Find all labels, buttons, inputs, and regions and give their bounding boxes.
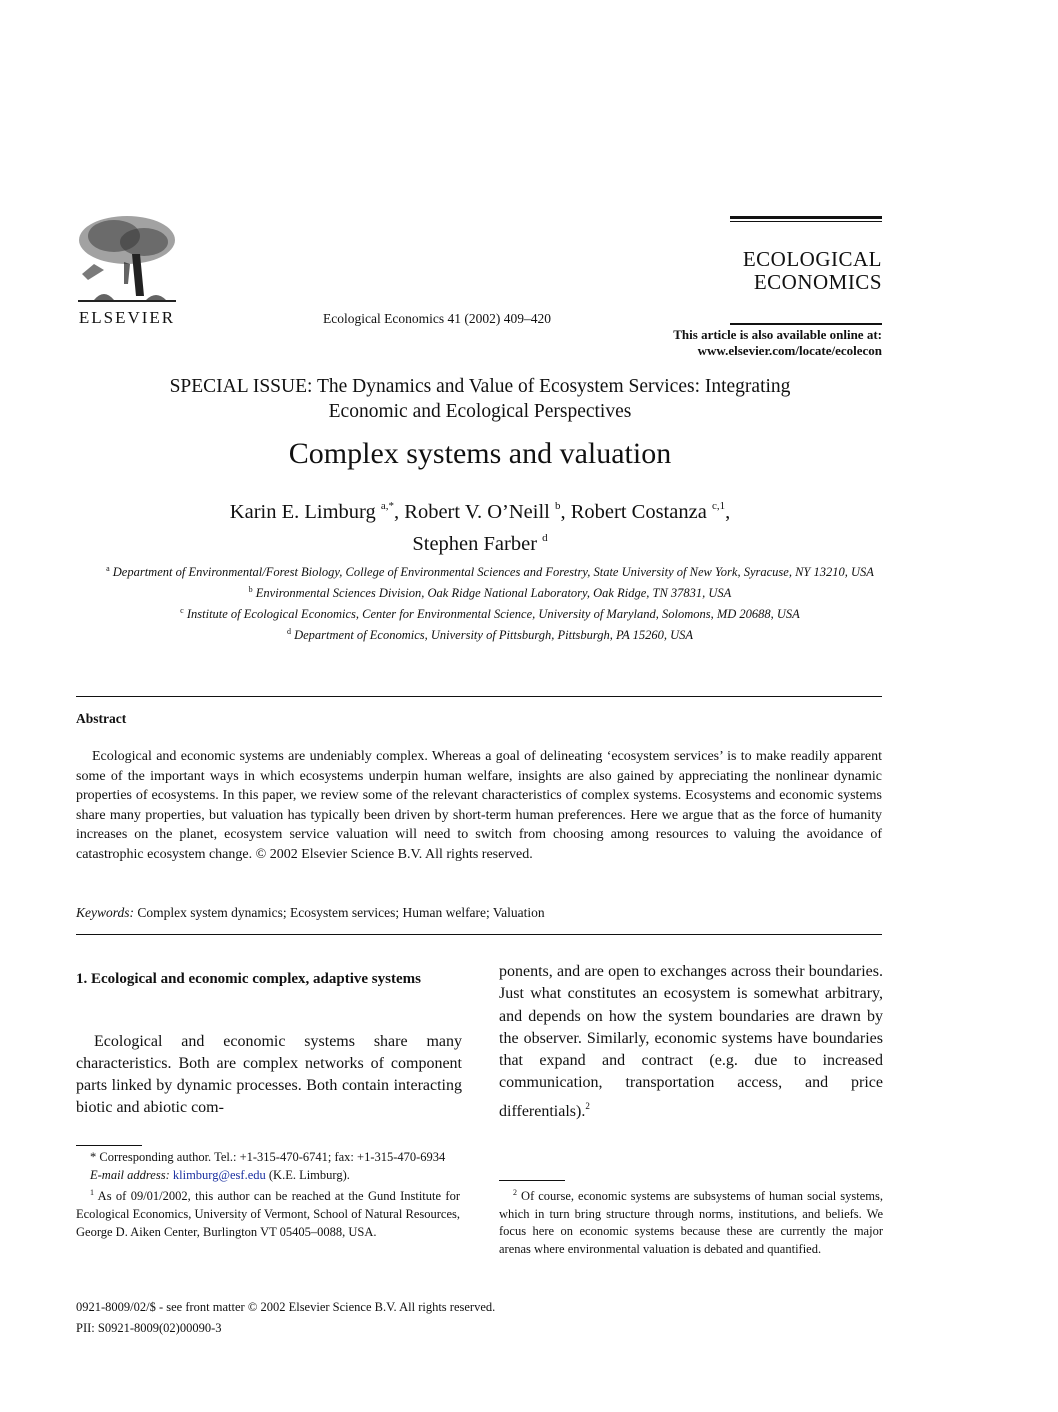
affiliation xyxy=(80,602,900,623)
divider xyxy=(76,934,882,935)
affiliation-text: Institute of Ecological Economics, Center for Environmental Science, University of Maryland, Solomons, MD 20688, USA xyxy=(186,607,800,621)
special-issue-heading xyxy=(80,374,880,424)
divider xyxy=(76,696,882,697)
footnote-1 xyxy=(76,1184,460,1241)
author-marks: d xyxy=(542,532,548,544)
separator: , xyxy=(394,501,405,523)
special-issue-line: SPECIAL ISSUE: The Dynamics and Value of Ecosystem Services: Integrating xyxy=(169,376,791,397)
email-link[interactable]: klimburg@esf.edu xyxy=(172,1168,266,1182)
email-label: E-mail address: xyxy=(90,1168,170,1182)
footnote-email xyxy=(76,1166,460,1184)
author-marks: c,1 xyxy=(711,500,726,512)
affiliation-mark: c xyxy=(180,606,184,615)
front-matter xyxy=(76,1297,495,1339)
special-issue-line: Economic and Ecological Perspectives xyxy=(328,401,632,422)
footnote-divider xyxy=(76,1145,142,1146)
online-availability-note xyxy=(600,327,882,359)
keywords-list: Complex system dynamics; Ecosystem services; Human welfare; Valuation xyxy=(137,905,545,920)
affiliation xyxy=(80,560,900,581)
abstract-text: Ecological and economic systems are undeniably complex. Whereas a goal of delineating ‘ecosystem services’ is to make readily apparent some of the important ways in which ecosystems underpin human welfare, insights are also gained by appreciating the nonlinear dynamic properties of ecosystems. In this paper, we review some of the relevant characteristics of complex systems. Ecosystems and economic systems share many properties, but valuation has typically been driven by short-term human preferences. Here we argue that as the force of humanity increases on the planet, ecosystem service valuation will need to switch from choosing among resources to valuing the avoidance of catastrophic ecosystem change. © 2002 Elsevier Science B.V. All rights reserved. xyxy=(76,749,882,862)
divider xyxy=(730,323,882,325)
affiliation-text: Environmental Sciences Division, Oak Ridge National Laboratory, Oak Ridge, TN 37831, USA xyxy=(255,586,732,600)
divider xyxy=(730,216,882,219)
body-text-column-left: Ecological and economic systems share many characteristics. Both are complex networks of component parts linked by dynamic processes. Both contain interacting biotic and abiotic com- xyxy=(76,1033,462,1116)
footnote-2 xyxy=(499,1184,883,1258)
author-name: Stephen Farber xyxy=(412,533,538,555)
affiliation-text: Department of Environmental/Forest Biology, College of Environmental Sciences and Forestry, State University of New York, Syracuse, NY 13210, USA xyxy=(112,565,874,579)
journal-title-line: ECOLOGICAL xyxy=(742,247,882,271)
footnotes-left xyxy=(76,1148,460,1241)
affiliation-text: Department of Economics, University of Pittsburgh, Pittsburgh, PA 15260, USA xyxy=(294,628,694,642)
affiliation-mark: a xyxy=(106,564,110,573)
body-text: ponents, and are open to exchanges across their boundaries. Just what constitutes an ecosystem is somewhat arbitrary, and depends on how the system boundaries are drawn by the observer. Similarly, economic systems have boundaries that expand and contract (e.g. due to increased communication, transportation access, and price differentials). xyxy=(499,963,883,1120)
separator: , xyxy=(560,501,571,523)
footnote-text: Of course, economic systems are subsystems of human social systems, which in turn bring structure through norms, institutions, and beliefs. We focus here on economic systems because these are currently the major arenas where environmental valuation is debated and quantified. xyxy=(499,1189,883,1256)
keywords xyxy=(76,905,545,921)
author-list xyxy=(80,493,880,557)
tree-icon xyxy=(74,214,180,306)
affiliation-mark: b xyxy=(248,585,253,594)
keywords-label: Keywords: xyxy=(76,905,134,920)
footnote-corresponding: * Corresponding author. Tel.: +1-315-470-6741; fax: +1-315-470-6934 xyxy=(90,1150,446,1164)
pii-line: PII: S0921-8009(02)00090-3 xyxy=(76,1321,222,1335)
footnote-ref[interactable]: 2 xyxy=(585,1100,590,1111)
footnote-divider xyxy=(499,1180,565,1181)
online-note-text: This article is also available online at: xyxy=(673,327,882,342)
section-heading: 1. Ecological and economic complex, adaptive systems xyxy=(76,971,421,987)
footnote-mark: 1 xyxy=(90,1188,94,1197)
email-suffix: (K.E. Limburg). xyxy=(265,1168,350,1182)
affiliation-mark: d xyxy=(286,627,291,636)
footnote-text: As of 09/01/2002, this author can be reached at the Gund Institute for Ecological Economics, University of Vermont, School of Natural Resources, George D. Aiken Center, Burlington VT 05405–0088, USA. xyxy=(76,1189,460,1239)
author-marks: b xyxy=(554,500,561,512)
copyright-line: 0921-8009/02/$ - see front matter © 2002 Elsevier Science B.V. All rights reserved. xyxy=(76,1300,496,1314)
publisher-name: ELSEVIER xyxy=(78,308,176,327)
journal-url-link[interactable]: www.elsevier.com/locate/ecolecon xyxy=(697,343,882,358)
elsevier-logo xyxy=(74,214,180,330)
divider xyxy=(730,221,882,222)
journal-header-rules xyxy=(730,216,882,222)
footnote-mark: 2 xyxy=(513,1188,517,1197)
journal-title xyxy=(700,248,882,294)
author-marks: a,* xyxy=(380,500,395,512)
author-name: Karin E. Limburg xyxy=(229,501,376,523)
abstract-heading: Abstract xyxy=(76,711,127,726)
author-name: Robert Costanza xyxy=(570,501,707,523)
journal-citation: Ecological Economics 41 (2002) 409–420 xyxy=(323,311,551,326)
affiliation xyxy=(80,581,900,602)
affiliation xyxy=(80,623,900,644)
affiliations xyxy=(80,560,900,644)
body-text-column-right xyxy=(499,961,883,1123)
paper-title: Complex systems and valuation xyxy=(288,437,672,470)
journal-title-line: ECONOMICS xyxy=(753,270,882,294)
separator: , xyxy=(725,501,731,523)
author-name: Robert V. O’Neill xyxy=(404,501,550,523)
